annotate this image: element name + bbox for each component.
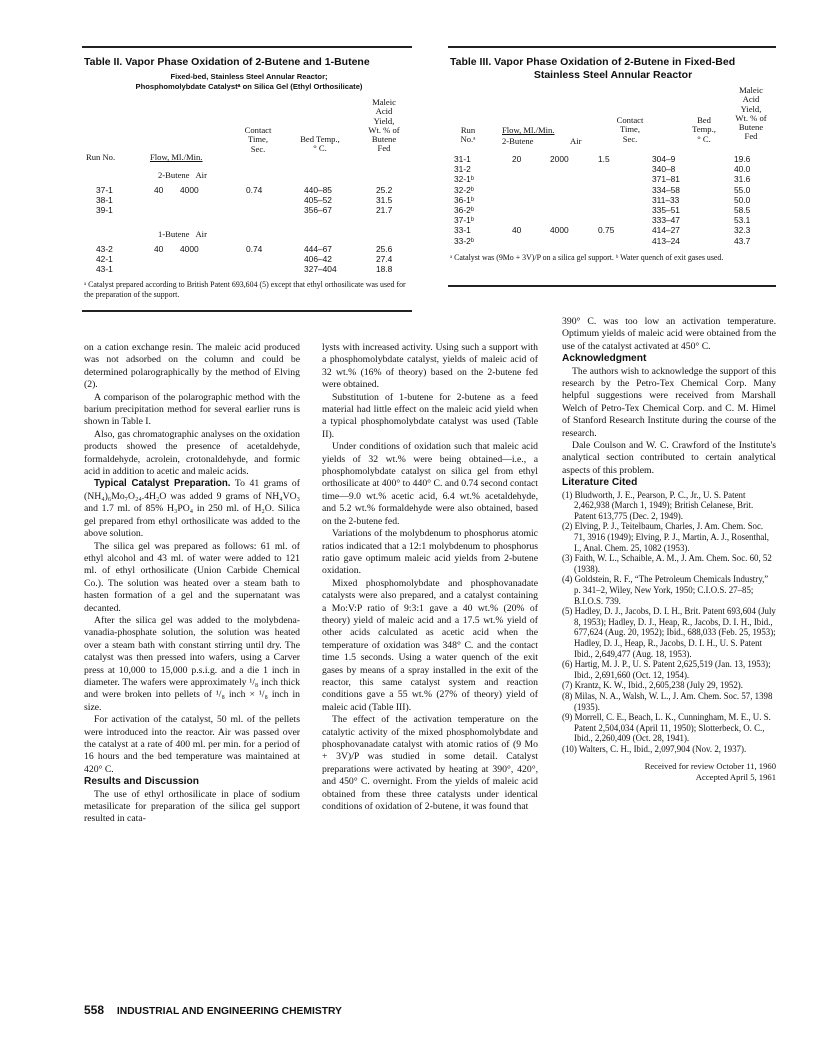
bed-temperature: 304–9 xyxy=(652,154,676,164)
reference-item: (5) Hadley, D. J., Jacobs, D. I. H., Brit. Patent 693,604 (July 8, 1953); Hadley, D. J., Heap, R., Jacobs, D. I. H., Ibid., 677,624 (Aug. 20, 1952); Ibid., 688,033 (Feb. 25, 1953); Hadley, D. J., Heap, R., Jacobs, D. I. H., U. S. Patent Ibid., 2,649,477 (Aug. 18, 1953). xyxy=(562,606,776,659)
run-number: 37-1 xyxy=(96,185,113,195)
results-heading: Results and Discussion xyxy=(84,776,199,788)
run-number: 36-1ᵇ xyxy=(454,194,474,205)
run-number: 39-1 xyxy=(96,205,113,216)
col3-para-3: Dale Coulson and W. C. Crawford of the Institute's analytical section contributed to certain analytical aspects of this problem. xyxy=(562,440,776,476)
run-number: 32-2ᵇ xyxy=(454,184,474,195)
top-rule-left xyxy=(82,46,412,48)
contact-time xyxy=(246,264,304,274)
table-3-row xyxy=(454,185,774,195)
table-2-row xyxy=(96,195,412,205)
run-number: 43-1 xyxy=(96,264,113,275)
butene-flow xyxy=(512,185,550,195)
mid-rule-left xyxy=(82,310,412,312)
contact-time xyxy=(246,205,304,215)
air-flow xyxy=(550,195,598,205)
air-flow xyxy=(550,215,598,225)
run-number: 38-1 xyxy=(96,195,113,206)
page-footer xyxy=(84,1003,342,1017)
butene-flow xyxy=(512,174,550,184)
col2-para-2: Substitution of 1-butene for 2-butene as a feed material had little effect on the maleic acid yield when a typical phosphomolybdate catalyst was used (Table II). xyxy=(322,391,538,440)
contact-time xyxy=(598,236,652,246)
bed-temperature: 311–33 xyxy=(652,194,680,205)
maleic-acid-yield: 43.7 xyxy=(734,235,751,246)
col2-para-6: The effect of the activation temperature on the catalytic activity of the mixed phosphomolybdate and phosphovanadate catalyst with atomic ratios of (9 Mo + 3V)/P was studied in some detail. Catalyst preparations were activated by heating at 390°, 420°, and 450° C. overnight. From the yields of maleic acid obtained from these three catalysts under identical conditions of oxidation of 2-butene, it was found that xyxy=(322,714,538,813)
maleic-acid-yield: 50.0 xyxy=(734,194,751,205)
butene-flow xyxy=(512,205,550,215)
air-flow xyxy=(550,205,598,215)
table-3-title-2: Stainless Steel Annular Reactor xyxy=(533,69,693,81)
col1-para-4-text: To 41 grams of (NH₄)₆Mo₇O₂₄.4H₂O was added 9 grams of NH₄VO₃ and 1.7 ml. of 85% H₃PO₄ in 250 ml. of H₂O. Silica gel prepared from ethyl orthosilicate was added to the above solution. xyxy=(84,478,300,540)
col2-para-1: lysts with increased activity. Using such a support with a phosphomolybdate catalyst, yields of maleic acid of 32 wt.% (16% of theory) based on the 2-butene fed were obtained. xyxy=(322,342,538,391)
received-line: Received for review October 11, 1960 xyxy=(644,760,776,771)
reference-item: (4) Goldstein, R. F., “The Petroleum Chemicals Industry,” p. 341–2, Wiley, New York, 1950; C.I.O.S. 27–85; B.I.O.S. 739. xyxy=(562,574,769,606)
butene-flow: 40 xyxy=(154,244,164,254)
reference-item: (2) Elving, P. J., Teitelbaum, Charles, J. Am. Chem. Soc. 71, 3916 (1949); Elving, P. J., Martin, A. J., Rosenthal, I., Anal. Chem. 25, 1082 (1953). xyxy=(562,521,770,553)
table-2-subtitle-1: Fixed-bed, Stainless Steel Annular Reactor; xyxy=(170,72,328,81)
contact-time xyxy=(598,195,652,205)
table-2-rows-b xyxy=(96,244,412,275)
table-3-header-flow-b: Air xyxy=(570,136,582,146)
table-3-row xyxy=(454,195,774,205)
table-2-row xyxy=(96,264,412,274)
body-column-3 xyxy=(562,316,776,783)
bed-temperature: 406–42 xyxy=(304,254,332,265)
butene-flow: 20 xyxy=(512,154,522,164)
table-3-row xyxy=(454,164,774,174)
reference-item: (6) Hartig, M. J. P., U. S. Patent 2,625,519 (Jan. 13, 1953); Ibid., 2,691,660 (Oct. 12, 1954). xyxy=(562,659,771,680)
run-number: 43-2 xyxy=(96,244,113,254)
table-3-rows xyxy=(454,154,774,246)
reference-item: (10) Walters, C. H., Ibid., 2,097,904 (Nov. 2, 1937). xyxy=(562,743,747,754)
butene-flow xyxy=(512,236,550,246)
table-3-title: Table III. Vapor Phase Oxidation of 2-Butene in Fixed-Bed xyxy=(450,56,736,68)
contact-time xyxy=(598,185,652,195)
maleic-acid-yield: 18.8 xyxy=(376,264,393,275)
literature-cited-heading: Literature Cited xyxy=(562,477,638,489)
bed-temperature: 335–51 xyxy=(652,205,680,216)
col1-para-3: Also, gas chromatographic analyses on the oxidation products showed the presence of acetaldehyde, formaldehyde, acrolein, crotonaldehyde, and formic acid in addition to acetic and maleic acids. xyxy=(84,428,300,478)
run-number: 31-2 xyxy=(454,164,471,175)
col1-para-4 xyxy=(84,478,300,540)
contact-time: 0.75 xyxy=(598,225,615,236)
table-2-row xyxy=(96,254,412,264)
table-3-row xyxy=(454,174,774,184)
maleic-acid-yield: 58.5 xyxy=(734,205,751,216)
air-flow xyxy=(180,254,246,264)
table-2-header-flow: Flow, Ml./Min. xyxy=(150,152,203,162)
table-2-group-2-butene: 2-Butene Air xyxy=(158,170,207,180)
contact-time xyxy=(598,205,652,215)
col3-para-2: The authors wish to acknowledge the support of this research by the Petro-Tex Chemical Corp. Many helpful suggestions were received from Marshall Welch of Petro-Tex Chemical Corp. and C. M. Himel of Stanford Research Institute during the course of the research. xyxy=(562,365,776,439)
table-3-header-flow: Flow, Ml./Min. xyxy=(502,125,555,135)
reference-item: (7) Krantz, K. W., Ibid., 2,605,238 (July 29, 1952). xyxy=(562,680,743,691)
body-column-1 xyxy=(84,342,300,826)
col1-para-6: After the silica gel was added to the molybdena-vanadia-phosphate solution, the solution was heated over a steam bath with constant stirring until dry. The catalyst was then pressed into wafers, using a Carver press at 10,000 to 15,000 p.s.i.g. and a die 1 inch in diameter. The wafers were approximately ¹/₈ inch thick and were broken into pellets of ¹/₈ inch × ¹/₈ inch in size. xyxy=(84,614,300,713)
table-2-subtitle-2: Phosphomolybdate Catalystᵃ on Silica Gel (Ethyl Orthosilicate) xyxy=(135,82,363,91)
air-flow xyxy=(180,264,246,274)
bed-temperature: 327–404 xyxy=(304,264,337,275)
table-3-header-run: Run No.ᵃ xyxy=(460,125,476,145)
contact-time xyxy=(598,164,652,174)
body-column-2 xyxy=(322,342,538,813)
contact-time xyxy=(598,174,652,184)
table-3-header-contact: Contact Time, Sec. xyxy=(616,115,644,144)
run-number: 31-1 xyxy=(454,154,471,164)
col3-para-1: 390° C. was too low an activation temperature. Optimum yields of maleic acid were obtained from the use of the catalyst activated at 450° C. xyxy=(562,316,776,352)
contact-time xyxy=(598,215,652,225)
maleic-acid-yield: 55.0 xyxy=(734,184,751,195)
air-flow xyxy=(550,174,598,184)
col1-para-2: A comparison of the polarographic method with the barium precipitation method for several earlier runs is shown in Table I. xyxy=(84,391,300,428)
butene-flow: 40 xyxy=(512,225,522,236)
reference-item: (9) Morrell, C. E., Beach, L. K., Cunningham, M. E., U. S. Patent 2,504,034 (April 11, 1950); Slotterbeck, O. C., Ibid., 2,260,409 (Oct. 28, 1941). xyxy=(562,712,771,744)
butene-flow xyxy=(154,205,180,215)
contact-time xyxy=(246,254,304,264)
maleic-acid-yield: 40.0 xyxy=(734,164,751,175)
references-list xyxy=(562,490,776,755)
run-number: 37-1ᵇ xyxy=(454,215,474,226)
col1-para-1: on a cation exchange resin. The maleic acid produced was not adsorbed on the column and could be determined polarographically by the method of Elving (2). xyxy=(84,342,300,391)
table-2-footnote: ᵃ Catalyst prepared according to British Patent 693,604 (5) except that ethyl orthosilicate was used for the preparation of the support. xyxy=(84,280,406,299)
maleic-acid-yield: 25.2 xyxy=(376,185,393,195)
table-2-header-run: Run No. xyxy=(86,152,116,162)
reference-item: (1) Bludworth, J. E., Pearson, P. C., Jr., U. S. Patent 2,462,938 (March 1, 1949); British Celanese, Brit. Patent 613,775 (Dec. 2, 1949). xyxy=(562,489,754,521)
bed-temperature: 440–85 xyxy=(304,185,332,195)
air-flow xyxy=(180,195,246,205)
table-2-header-bed: Bed Temp., ° C. xyxy=(300,134,340,154)
col1-para-7: For activation of the catalyst, 50 ml. of the pellets were introduced into the reactor. Air was passed over the catalyst at a rate of 400 ml. per min. for a period of 16 hours and the bed temperature was maintained at 420° C. xyxy=(84,714,300,775)
table-2-row xyxy=(96,205,412,215)
air-flow: 4000 xyxy=(550,225,569,236)
maleic-acid-yield: 31.5 xyxy=(376,195,393,206)
table-3-row xyxy=(454,236,774,246)
bed-temperature: 334–58 xyxy=(652,184,680,195)
journal-name: INDUSTRIAL AND ENGINEERING CHEMISTRY xyxy=(116,1006,342,1017)
table-2-header-contact: Contact Time, Sec. xyxy=(244,125,272,154)
butene-flow xyxy=(512,164,550,174)
butene-flow xyxy=(154,195,180,205)
accepted-line: Accepted April 5, 1961 xyxy=(695,771,776,782)
run-number: 33-2ᵇ xyxy=(454,235,474,246)
table-3-row xyxy=(454,154,774,164)
contact-time: 0.74 xyxy=(246,185,263,195)
maleic-acid-yield: 32.3 xyxy=(734,225,751,236)
bed-temperature: 444–67 xyxy=(304,244,332,254)
air-flow: 4000 xyxy=(180,185,199,195)
table-2-row xyxy=(96,244,412,254)
reference-item: (3) Faith, W. L., Schaible, A. M., J. Am. Chem. Soc. 60, 52 (1938). xyxy=(562,553,772,574)
butene-flow xyxy=(154,254,180,264)
maleic-acid-yield: 21.7 xyxy=(376,205,393,216)
air-flow xyxy=(550,164,598,174)
bed-temperature: 333–47 xyxy=(652,215,680,226)
air-flow: 4000 xyxy=(180,244,199,254)
butene-flow xyxy=(512,195,550,205)
bed-temperature: 340–8 xyxy=(652,164,676,175)
table-3-row xyxy=(454,215,774,225)
table-2-title: Table II. Vapor Phase Oxidation of 2-Butene and 1-Butene xyxy=(84,56,370,68)
table-3-header-flow-a: 2-Butene xyxy=(502,136,534,146)
table-3-row xyxy=(454,205,774,215)
run-number: 32-1ᵇ xyxy=(454,174,474,185)
run-number: 36-2ᵇ xyxy=(454,205,474,216)
table-3-header-yield: Maleic Acid Yield, Wt. % of Butene Fed xyxy=(735,85,767,142)
col2-para-5: Mixed phosphomolybdate and phosphovanadate catalysts were also prepared, and a catalyst containing a Mo:V:P ratio of 9:3:1 gave a 40 wt.% (20% of theory) yield of maleic acid and a 17.5 wt.% yield of other acids calculated as acetic acid when the temperature of oxidation was 348° C. and the contact time 1.5 seconds. Using a water quench of the exit gases by means of a spray installed in the exit of the reactor, this same catalyst system and reaction conditions gave a 55 wt.% (27% of theory) yield of maleic acid (Table III). xyxy=(322,577,538,713)
butene-flow: 40 xyxy=(154,185,164,195)
table-2-group-1-butene: 1-Butene Air xyxy=(158,229,207,239)
table-2-header-yield: Maleic Acid Yield, Wt. % of Butene Fed xyxy=(368,97,400,154)
maleic-acid-yield: 25.6 xyxy=(376,244,393,254)
run-number: 33-1 xyxy=(454,225,471,236)
maleic-acid-yield: 27.4 xyxy=(376,254,393,265)
maleic-acid-yield: 19.6 xyxy=(734,154,751,164)
maleic-acid-yield: 31.6 xyxy=(734,174,751,185)
col1-para-8: The use of ethyl orthosilicate in place of sodium metasilicate for preparation of the silica gel support resulted in cata- xyxy=(84,788,300,825)
top-rule-right xyxy=(448,46,776,48)
air-flow: 2000 xyxy=(550,154,569,164)
contact-time xyxy=(246,195,304,205)
bed-temperature: 413–24 xyxy=(652,235,680,246)
col2-para-4: Variations of the molybdenum to phosphorus atomic ratios indicated that a 12:1 molybdenum to phosphorus ratio gave optimum maleic acid yields from 2-butene oxidation. xyxy=(322,528,538,577)
table-3-header-bed: Bed Temp., ° C. xyxy=(692,115,716,144)
air-flow xyxy=(180,205,246,215)
catalyst-prep-heading: Typical Catalyst Preparation. xyxy=(94,478,231,490)
bed-temperature: 405–52 xyxy=(304,195,332,206)
contact-time: 1.5 xyxy=(598,154,610,164)
bed-temperature: 371–81 xyxy=(652,174,680,185)
table-3-row xyxy=(454,225,774,235)
page-number: 558 xyxy=(84,1003,105,1017)
bed-temperature: 356–67 xyxy=(304,205,332,216)
butene-flow xyxy=(154,264,180,274)
contact-time: 0.74 xyxy=(246,244,263,254)
table-2-row xyxy=(96,185,412,195)
table-2-rows-a xyxy=(96,185,412,216)
air-flow xyxy=(550,185,598,195)
col1-para-5: The silica gel was prepared as follows: 61 ml. of ethyl alcohol and 43 ml. of water were added to 121 ml. of ethyl orthosilicate (Union Carbide Chemical Co.). The solution was heated over a steam bath to hasten formation of a gel and the supernatant was decanted. xyxy=(84,540,300,614)
acknowledgment-heading: Acknowledgment xyxy=(562,353,647,365)
run-number: 42-1 xyxy=(96,254,113,265)
butene-flow xyxy=(512,215,550,225)
mid-rule-right xyxy=(448,285,776,287)
table-3-footnote: ᵃ Catalyst was (9Mo + 3V)/P on a silica gel support. ᵇ Water quench of exit gases used. xyxy=(450,253,724,262)
air-flow xyxy=(550,236,598,246)
maleic-acid-yield: 53.1 xyxy=(734,215,751,226)
bed-temperature: 414–27 xyxy=(652,225,680,236)
col2-para-3: Under conditions of oxidation such that maleic acid yields of 32 wt.% were being obtained—i.e., a phosphomolybdate catalyst on silica gel from ethyl orthosilicate at 400° to 440° C. and 0.74 second contact time—9.0 wt.% acetic acid, 6.4 wt.% acetaldehyde, and 5.2 wt.% formaldehyde were also obtained, based on the 2-butene fed. xyxy=(322,441,538,527)
reference-item: (8) Milas, N. A., Walsh, W. L., J. Am. Chem. Soc. 57, 1398 (1935). xyxy=(562,690,773,712)
